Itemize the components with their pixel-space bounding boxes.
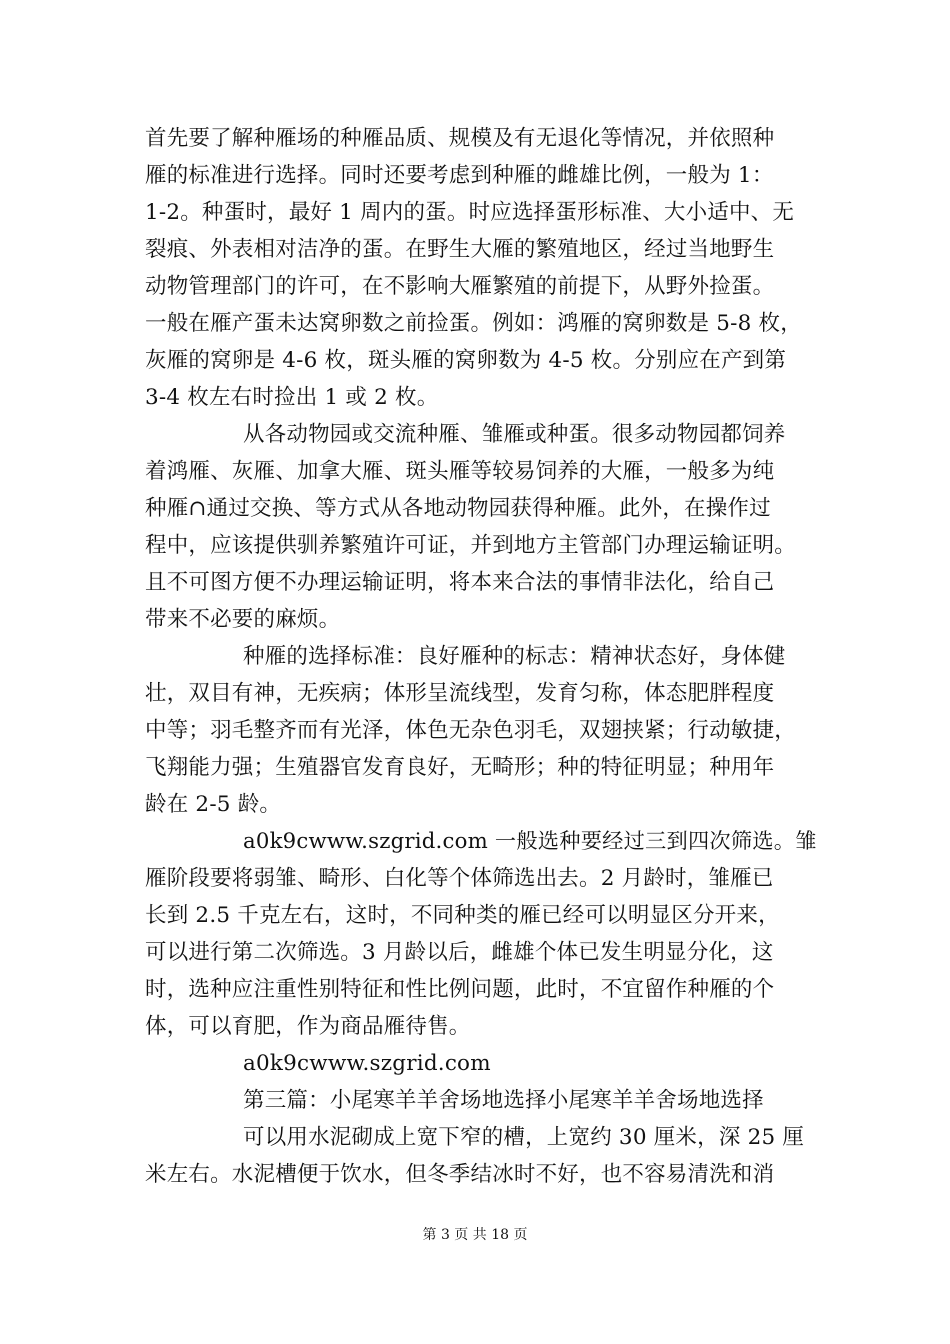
text-line: 飞翔能力强；生殖器官发育良好，无畸形；种的特征明显；种用年 (145, 755, 775, 780)
text-line: 一般在雁产蛋未达窝卵数之前捡蛋。例如：鸿雁的窝卵数是 5-8 枚， (145, 311, 802, 336)
text-line: a0k9cwww.szgrid.com (243, 1051, 491, 1076)
page-footer: 第 3 页 共 18 页 (422, 1227, 528, 1243)
text-line: 米左右。水泥槽便于饮水，但冬季结冰时不好，也不容易清洗和消 (145, 1162, 775, 1187)
text-line: 灰雁的窝卵是 4-6 枚，斑头雁的窝卵数为 4-5 枚。分别应在产到第 (145, 348, 787, 373)
text-line: 3-4 枚左右时捡出 1 或 2 枚。 (145, 385, 439, 410)
text-line: 雁的标准进行选择。同时还要考虑到种雁的雌雄比例，一般为 1： (145, 163, 774, 188)
text-line: 第三篇：小尾寒羊羊舍场地选择小尾寒羊羊舍场地选择 (243, 1088, 764, 1113)
text-line: 首先要了解种雁场的种雁品质、规模及有无退化等情况，并依照种 (145, 126, 775, 151)
text-line: 种雁的选择标准：良好雁种的标志：精神状态好，身体健 (243, 644, 786, 669)
text-line: 可以进行第二次筛选。3 月龄以后，雌雄个体已发生明显分化，这 (145, 940, 774, 965)
text-line: 时，选种应注重性别特征和性比例问题，此时，不宜留作种雁的个 (145, 977, 775, 1002)
text-line: a0k9cwww.szgrid.com 一般选种要经过三到四次筛选。雏 (243, 829, 817, 854)
text-line: 程中，应该提供驯养繁殖许可证，并到地方主管部门办理运输证明。 (145, 533, 797, 558)
text-line: 龄在 2-5 龄。 (145, 792, 282, 817)
text-line: 体，可以育肥，作为商品雁待售。 (145, 1014, 471, 1039)
text-line: 裂痕、外表相对洁净的蛋。在野生大雁的繁殖地区，经过当地野生 (145, 237, 775, 262)
text-line: 1-2。种蛋时，最好 1 周内的蛋。时应选择蛋形标准、大小适中、无 (145, 200, 795, 225)
text-line: 雁阶段要将弱雏、畸形、白化等个体筛选出去。2 月龄时，雏雁已 (145, 866, 774, 891)
text-line: 可以用水泥砌成上宽下窄的槽，上宽约 30 厘米，深 25 厘 (243, 1125, 805, 1150)
text-line: 种雁∩通过交换、等方式从各地动物园获得种雁。此外，在操作过 (145, 496, 771, 521)
text-line: 着鸿雁、灰雁、加拿大雁、斑头雁等较易饲养的大雁，一般多为纯 (145, 459, 775, 484)
text-line: 从各动物园或交流种雁、雏雁或种蛋。很多动物园都饲养 (243, 422, 786, 447)
text-line: 长到 2.5 千克左右，这时，不同种类的雁已经可以明显区分开来， (145, 903, 780, 928)
text-line: 中等；羽毛整齐而有光泽，体色无杂色羽毛，双翅挟紧；行动敏捷， (145, 718, 797, 743)
text-line: 且不可图方便不办理运输证明，将本来合法的事情非法化，给自己 (145, 570, 775, 595)
text-line: 带来不必要的麻烦。 (145, 607, 341, 632)
text-line: 动物管理部门的许可，在不影响大雁繁殖的前提下，从野外捡蛋。 (145, 274, 775, 299)
text-line: 壮，双目有神，无疾病；体形呈流线型，发育匀称，体态肥胖程度 (145, 681, 775, 706)
